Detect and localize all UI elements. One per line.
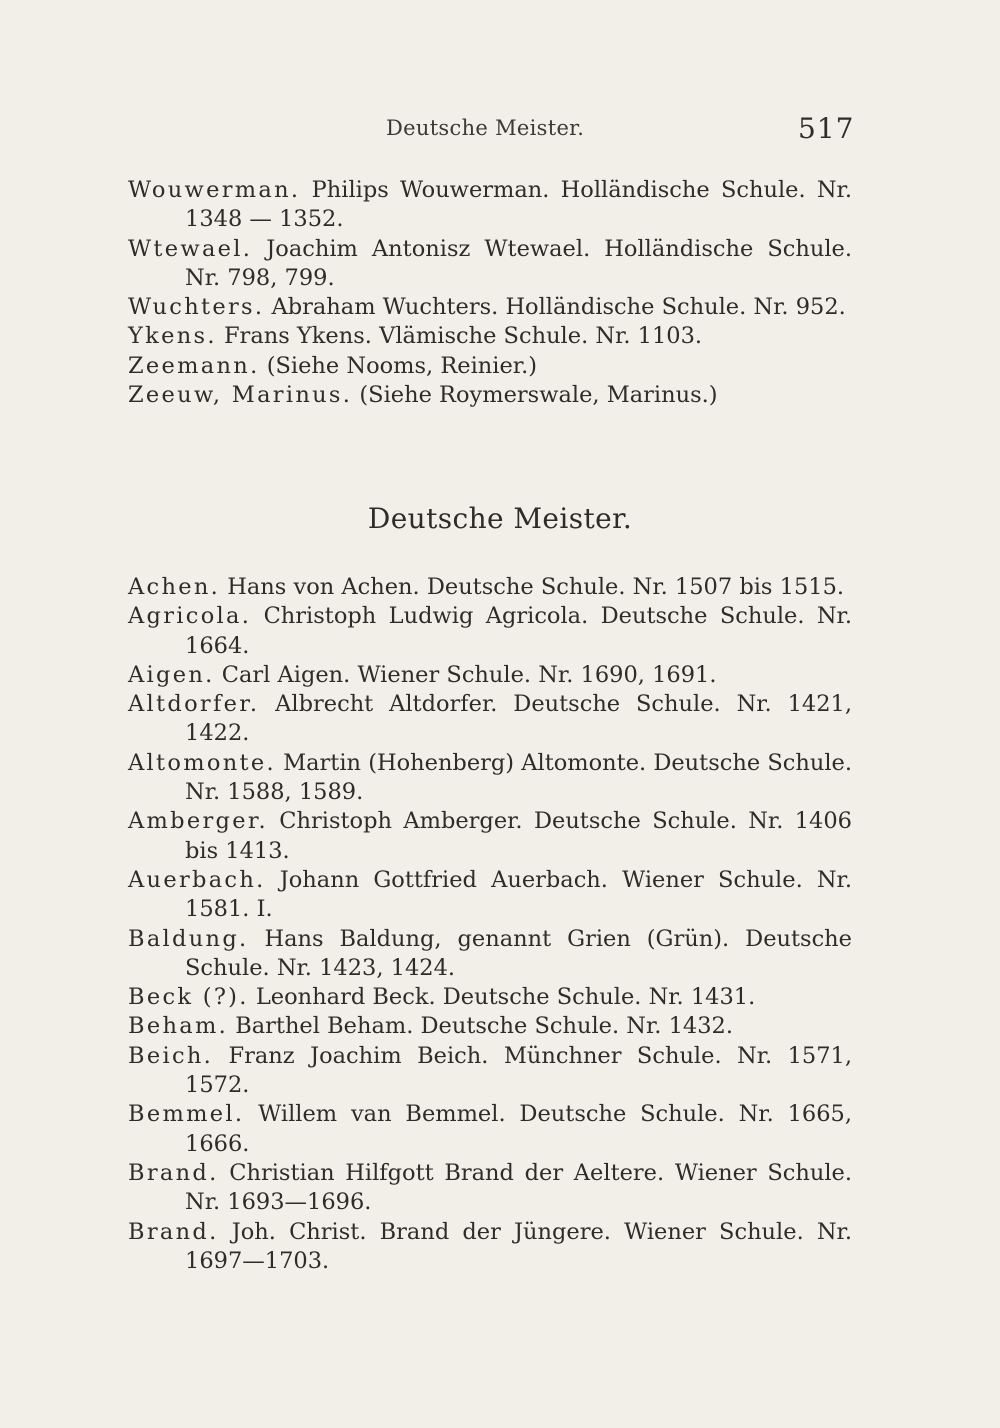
index-entry [128, 1159, 852, 1218]
entry-name: Zeemann. [128, 352, 260, 379]
index-entry [128, 1042, 852, 1101]
index-entry [128, 176, 852, 235]
entry-text: (Siehe Nooms, Reinier.) [259, 352, 538, 379]
entry-name: Auerbach. [128, 866, 266, 893]
entry-text: Willem van Bemmel. Deutsche Schule. Nr. 1665, 1666. [185, 1101, 852, 1157]
index-entry [128, 925, 852, 984]
entry-text: Leonhard Beck. Deutsche Schule. Nr. 1431. [248, 984, 756, 1011]
index-entry [128, 381, 852, 410]
entry-list-bottom [128, 573, 852, 1276]
index-entry [128, 293, 852, 322]
entry-text: Abraham Wuchters. Holländische Schule. Nr. 952. [264, 294, 846, 321]
entry-text: Hans Baldung, genannt Grien (Grün). Deutsche Schule. Nr. 1423, 1424. [185, 925, 852, 981]
running-title: Deutsche Meister. [386, 116, 585, 140]
entry-text: Johann Gottfried Auerbach. Wiener Schule. Nr. 1581. I. [185, 866, 852, 923]
entry-name: Ykens. [128, 323, 217, 350]
index-entry [128, 352, 852, 381]
entry-text: Hans von Achen. Deutsche Schule. Nr. 1507 bis 1515. [220, 574, 845, 600]
page-number: 517 [798, 112, 855, 145]
index-entry [128, 1218, 852, 1277]
entry-text: Albrecht Altdorfer. Deutsche Schule. Nr. 1421, 1422. [185, 691, 852, 747]
entry-text: Joachim Antonisz Wtewael. Holländische Schule. Nr. 798, 799. [185, 235, 852, 291]
entry-text: Martin (Hohenberg) Altomonte. Deutsche Schule. Nr. 1588, 1589. [185, 749, 852, 806]
index-entry [128, 235, 852, 294]
entry-name: Brand. [128, 1159, 219, 1186]
entry-name: Baldung. [128, 925, 249, 952]
section-heading: Deutsche Meister. [367, 502, 633, 535]
running-head [0, 112, 1000, 148]
entry-text: Christoph Ludwig Agricola. Deutsche Schule. Nr. 1664. [185, 603, 852, 659]
index-entry [128, 573, 852, 602]
entry-text: Joh. Christ. Brand der Jüngere. Wiener Schule. Nr. 1697—1703. [185, 1218, 852, 1274]
entry-text: Barthel Beham. Deutsche Schule. Nr. 1432. [228, 1013, 733, 1040]
index-entry [128, 322, 852, 351]
entry-name: Wouwerman. [128, 177, 301, 203]
entry-name: Altdorfer. [128, 691, 260, 718]
entry-name: Aigen. [128, 661, 215, 688]
entry-text: (Siehe Roymerswale, Marinus.) [352, 382, 718, 409]
index-entry [128, 1012, 852, 1041]
entry-name: Beich. [128, 1042, 214, 1069]
entry-name: Altomonte. [128, 749, 276, 776]
entry-name: Bemmel. [128, 1101, 245, 1128]
entry-name: Agricola. [128, 603, 252, 630]
entry-text: Carl Aigen. Wiener Schule. Nr. 1690, 1691. [214, 661, 717, 688]
index-entry [128, 661, 852, 690]
entry-list-top [128, 176, 852, 410]
entry-text: Franz Joachim Beich. Münchner Schule. Nr. 1571, 1572. [185, 1042, 852, 1099]
entry-name: Beck (?). [128, 984, 249, 1011]
entry-text: Philips Wouwerman. Holländische Schule. Nr. 1348 — 1352. [185, 177, 852, 233]
entry-text: Christian Hilfgott Brand der Aeltere. Wiener Schule. Nr. 1693—1696. [185, 1159, 852, 1216]
entry-name: Amberger. [128, 808, 268, 835]
index-entry [128, 749, 852, 808]
index-entry [128, 983, 852, 1012]
entry-name: Wtewael. [128, 235, 253, 262]
index-entry [128, 807, 852, 866]
entry-name: Zeeuw, Marinus. [128, 382, 353, 409]
entry-name: Beham. [128, 1013, 229, 1040]
entry-name: Achen. [128, 574, 221, 600]
index-entry [128, 602, 852, 661]
entry-text: Christoph Amberger. Deutsche Schule. Nr. 1406 bis 1413. [185, 808, 852, 864]
entry-text: Frans Ykens. Vlämische Schule. Nr. 1103. [216, 323, 703, 350]
index-entry [128, 866, 852, 925]
entry-name: Wuchters. [128, 294, 265, 321]
entry-name: Brand. [128, 1218, 219, 1245]
index-entry [128, 690, 852, 749]
index-entry [128, 1100, 852, 1159]
